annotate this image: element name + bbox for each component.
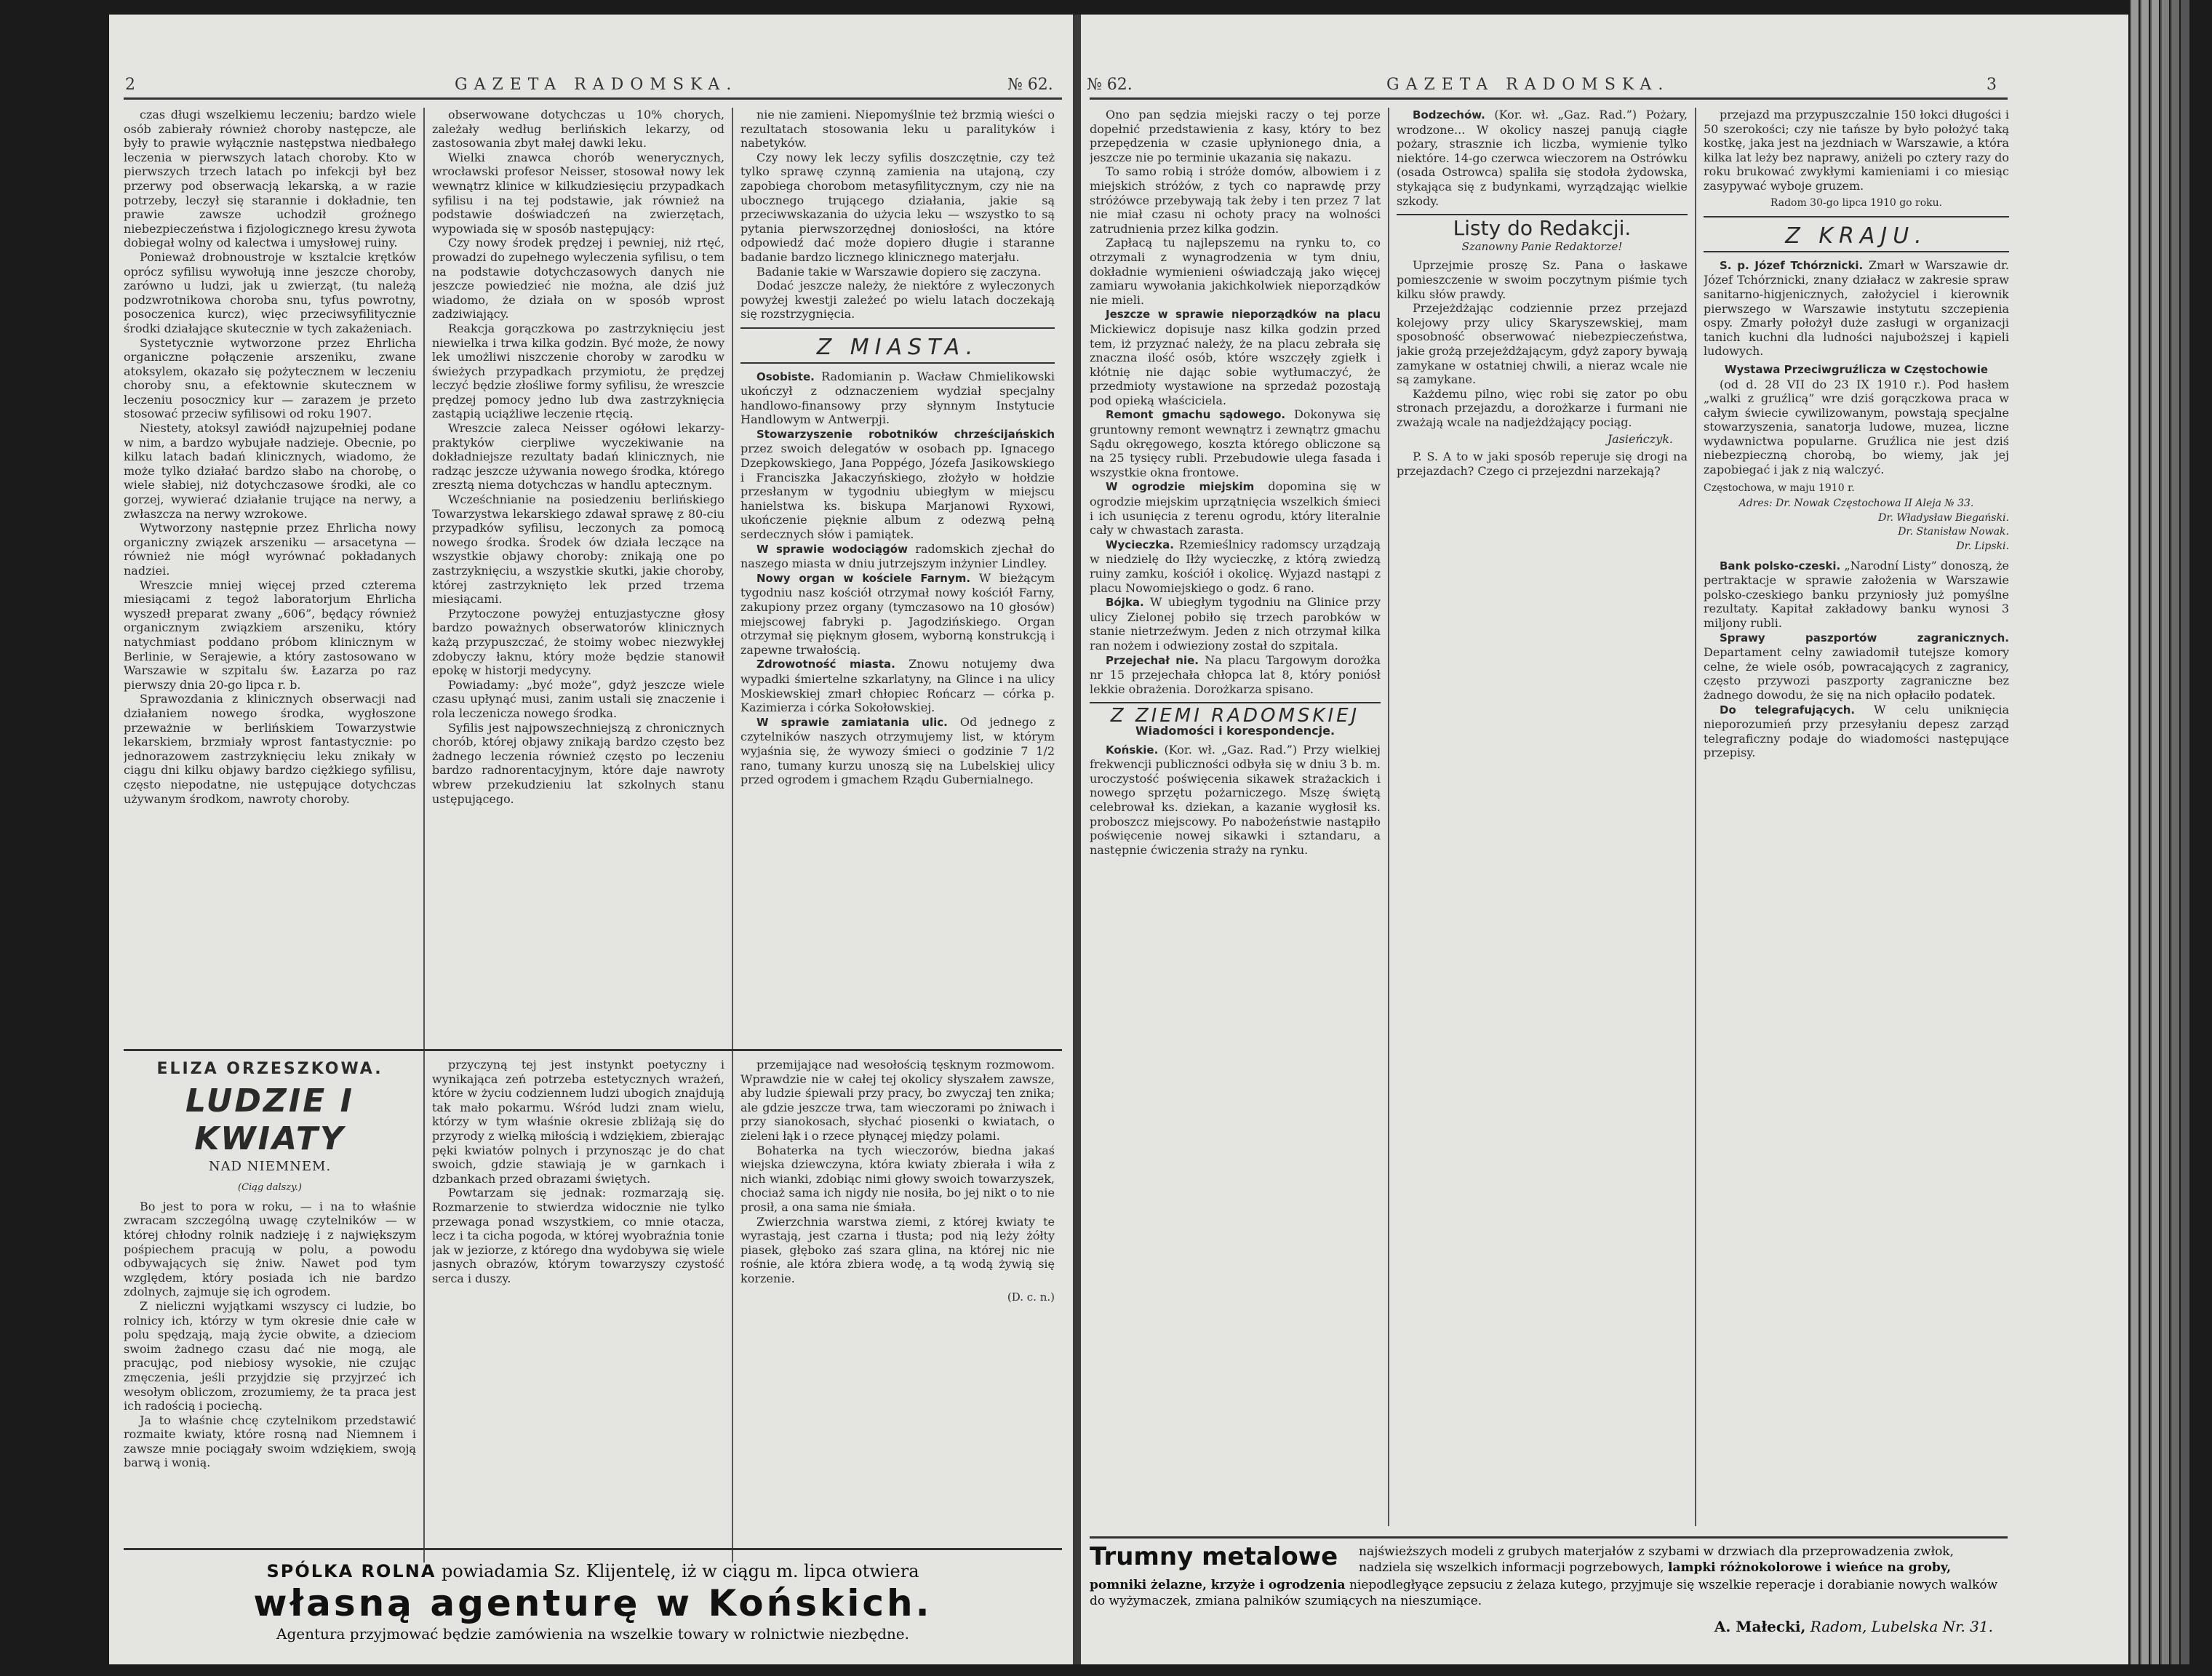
news-title: Nowy organ w kościele Farnym. xyxy=(756,571,971,585)
news-item xyxy=(1090,743,1381,858)
news-text: Mickiewicz dopisuje nasz kilka godzin przed tem, iż przyznać należy, że na placu zebrała się znaczna ilość osób, które wszczęły zgiełk i kłótnię nie dając sobie wytłumaczyć, że przedmioty wystawione na sprzedaż pozostają pod opieką właściciela. xyxy=(1090,322,1381,407)
advert-rule xyxy=(1090,1536,2008,1539)
article-paragraph: nie nie zamieni. Niepomyślnie też brzmią wieści o rezultatach stosowania leku u paralityków i nabetyków. xyxy=(740,108,1055,151)
column-right-3 xyxy=(1704,108,2009,1533)
news-title: W sprawie wodociągów xyxy=(756,542,908,556)
advert-bold-line: pomniki żelazne, krzyże i ogrodzenia xyxy=(1090,1578,1346,1592)
newspaper-page-right xyxy=(1081,15,2128,1664)
article-paragraph: Syfilis jest najpowszechniejszą z chronicznych chorób, której objawy znikają bardzo często bez żadnego leczenia również często po leczeniu bardzo radnorentacyjnym, które daje nawroty wbrew przekudzieniu lat szkolnych stanu ustępującego. xyxy=(432,720,724,806)
advert-rule xyxy=(124,1548,1062,1550)
letters-salutation: Szanowny Panie Redaktorze! xyxy=(1461,239,1623,253)
article-paragraph: obserwowane dotychczas u 10% chorych, zależały według berlińskich lekarzy, od zastosowania zbyt małej dawki leku. xyxy=(432,108,724,151)
news-text: Dokonywa się gruntowny remont wewnątrz i zewnątrz gmachu Sądu okręgowego, koszta którego obliczone są na 25 tysięcy rubli. Przebudowie ulega fasada i wszystkie okna frontowe. xyxy=(1090,407,1381,479)
section-rule xyxy=(1090,702,1381,703)
article-paragraph: Systetycznie wytworzone przez Ehrlicha organiczne połączenie arszeniku, zwane atoksylem, okazało się pożytecznem w leczeniu choroby snu, a efektownie skutecznem w leczeniu posocznicy kur — zarazem je przeto stosować przeciw syfilisowi od roku 1907. xyxy=(124,335,416,421)
running-header: GAZETA RADOMSKA. xyxy=(455,76,738,94)
advert-body xyxy=(1359,1544,2006,1576)
running-header: GAZETA RADOMSKA. xyxy=(1386,76,1670,94)
page-number: 3 xyxy=(1987,76,1997,94)
section-subtitle: Wiadomości i korespondencje. xyxy=(1135,723,1335,738)
article-paragraph: Przytoczone powyżej entuzjastyczne głosy bardzo poważnych obserwatorów klinicznych każą przypuszczać, że stoimy wobec niezwykłej zdobyczy łaknu, który może będzie stanowił epokę w historji medycyny. xyxy=(432,606,724,678)
feuilleton-continuation: (Ciąg dalszy.) xyxy=(238,1182,302,1194)
news-item xyxy=(1397,108,1688,208)
news-text: radomskich zjechał do naszego miasta w dniu jutrzejszym inżynier Lindley. xyxy=(740,541,1055,571)
news-title: Bank polsko-czeski. xyxy=(1720,559,1841,572)
letter-signature: Jasieńczyk. xyxy=(1607,432,1673,447)
advert-note: Agentura przyjmować będzie zamówienia na wszelkie towary w rolnictwie niezbędne. xyxy=(276,1625,909,1643)
news-item xyxy=(1090,479,1381,537)
letter-postscript: P. S. A to w jaki sposób reperuje się drogi na przejazdach? Czego ci przejezdni narzekają? xyxy=(1397,450,1688,478)
section-title-z-kraju: Z KRAJU. xyxy=(1785,223,1928,250)
news-item xyxy=(1704,559,2009,631)
letter-paragraph: Każdemu pilno, więc robi się zator po obu stronach przejazdu, a dorożkarze i furmani nie zważają wcale na nadjeżdżający pociąg. xyxy=(1397,386,1688,429)
news-item xyxy=(1090,595,1381,653)
header-rule xyxy=(124,97,1062,100)
column-divider xyxy=(1695,108,1696,1526)
news-item xyxy=(1090,307,1381,407)
advert-text: najświeższych modeli z grubych materjałów z szybami w drzwiach dla przeprowadzenia zwłok, nadziela się wszelkich informacji pogrzebowych, xyxy=(1359,1544,1955,1575)
article-paragraph: Powiadamy: „być może”, gdyż jeszcze wiele czasu upłynąć musi, zanim ustali się znaczenie i rola leczenicza nowego środka. xyxy=(432,677,724,720)
feuilleton-paragraph: Bo jest to pora w roku, — i na to właśnie zwracam szczególną uwagę czytelników — w której chłodny rolnik nadzieję i z największym pośpiechem pracują w polu, a powodu odbywających się żniw. Nawet pod tym względem, który posiada ich nie bardzo zdolnych, zajmuje się ich ogrodem. xyxy=(124,1199,416,1299)
letter-paragraph: Przejeżdżając codziennie przez przejazd kolejowy przy ulicy Skaryszewskiej, mam sposobność obserwować niebezpieczeństwa, jakie grożą przejeżdżającym, gdyż zapory bywają zamykane w ostatniej chwili, a nieraz wcale nie są zamykane. xyxy=(1397,301,1688,387)
news-title: Zdrowotność miasta. xyxy=(756,658,895,671)
news-text: W bieżącym tygodniu nasz kościół otrzymał nowy kościół Farny, zakupiony przez organy (tymczasowo na 10 głosów) miejscowej fabryki p. Jagodzińskiego. Organ otrzymał się pięknym głosem, wyborną konstrukcją i zapewne trwałością. xyxy=(740,570,1055,657)
article-paragraph: czas długi wszelkiemu leczeniu; bardzo wiele osób zabierały również choroby następcze, ale były to prawie wyłącznie następstwa niedbałego leczenia w pierwszych latach choroby. Kto w pierwszych trzech latach po infekcji był bez przerwy pod obserwacją lekarską, a w razie potrzeby, leczył się starannie i dokładnie, ten prawie zawsze uchodził groźnego niebezpieczeństwa i fizjologicznego kresu żywota dobiegał wolny od kalectwa i umysłowej ruiny. xyxy=(124,108,416,250)
section-title-z-miasta: Z MIASTA. xyxy=(816,334,979,360)
section-rule xyxy=(740,327,1055,329)
article-dateline: Częstochowa, w maju 1910 r. xyxy=(1704,482,1855,494)
news-heading: Wystawa Przeciwgruźlicza w Częstochowie xyxy=(1724,362,1989,376)
feuilleton-author: ELIZA ORZESZKOWA. xyxy=(156,1060,383,1078)
letters-section-title: Listy do Redakcji. xyxy=(1453,216,1632,241)
feuilleton-paragraph: przemijające nad wesołością tęsknym rozmowom. Wprawdzie nie w całej tej okolicy słyszałem zawsze, aby ludzie śpiewali przy pracy, bo zwyczaj ten znika; ale gdzie jeszcze trwa, tam wieczorami po żniwach i przy sianokosach, słychać piosenki o kwiatach, o zieleni łąk i o rzece płynącej między polami. xyxy=(740,1058,1055,1143)
page-stack-edge xyxy=(2160,0,2169,1664)
feuilleton-column-3 xyxy=(740,1058,1055,1544)
column-right-1 xyxy=(1090,108,1381,1039)
news-text: (Kor. wł. „Gaz. Rad.”) Pożary, wrodzone... W okolicy naszej panują ciągłe pożary, strasznie ich liczba, wymienie tylko niektóre. 14-go czerwca wieczorem na Ostrówku (osada Ostrowca) spaliła się stodoła żydowska, stykająca się z budynkami, wyrządzając wielkie szkody. xyxy=(1397,108,1688,208)
news-title: S. p. Józef Tchórznicki. xyxy=(1720,258,1864,272)
section-rule xyxy=(740,362,1055,364)
advertisement-trumny xyxy=(1090,1542,2008,1651)
news-title: Remont gmachu sądowego. xyxy=(1106,408,1286,422)
advert-bold-items: lampki różnokolorowe i wieńce na groby, xyxy=(1668,1560,1951,1575)
feuilleton-paragraph: przyczyną tej jest instynkt poetyczny i wynikająca zeń potrzeba estetycznych wrażeń, które w życiu codziennem ludzi ubogich znajdują tak mało pokarmu. Wśród ludzi znam wielu, którzy w tym właśnie okresie zbliżają się do przyrody z wielką miłością i wdziękiem, zbierając pęki kwiatów polnych i przynosząc je do chat swoich, gdzie stawiają je w garnkach i dzbankach przed obrazami świętych. xyxy=(432,1058,724,1186)
news-text: W celu uniknięcia nieporozumień przy przesyłaniu depesz zarząd telegraficzny podaje do wiadomości następujące przepisy. xyxy=(1704,702,2009,760)
signatory: Dr. Lipski. xyxy=(1956,540,2009,553)
news-title: Sprawy paszportów zagranicznych. xyxy=(1720,631,2009,645)
section-rule xyxy=(1704,251,2009,252)
news-title: Przejechał nie. xyxy=(1106,653,1199,667)
column-divider xyxy=(423,108,425,1563)
news-title: Końskie. xyxy=(1106,743,1159,757)
news-title: Bójka. xyxy=(1106,596,1144,610)
news-title: Bodzechów. xyxy=(1413,108,1485,121)
article-paragraph: To samo robią i stróże domów, albowiem i z miejskich stróżów, z tych co naprawdę przy stróżówce przebywają tak żeby i ten przez 7 lat nie miał czasu ni ochoty pracy na wolności zatrudnienia przez kilka godzin. xyxy=(1090,164,1381,236)
article-paragraph: Dodać jeszcze należy, że niektóre z wyleczonych powyżej kwestji zależeć po wielu latach doczekają się rozstrzygnięcia. xyxy=(740,279,1055,322)
feuilleton-paragraph: Ja to właśnie chcę czytelnikom przedstawić rozmaite kwiaty, które rosną nad Niemnem i zawsze mnie pociągały swoim wdziękiem, swoją barwą i wonią. xyxy=(124,1413,416,1470)
feuilleton-title: LUDZIE I KWIATY xyxy=(185,1082,354,1157)
feuilleton-column-2 xyxy=(432,1058,724,1544)
news-text: „Narodní Listy” donoszą, że pertraktacje w sprawie założenia w Warszawie polsko-czeskiego banku przyniosły już pomyślne rezultaty. Kapitał zakładowy banku wynosi 3 miljony rubli. xyxy=(1704,558,2009,630)
letter-paragraph: Uprzejmie proszę Sz. Pana o łaskawe pomieszczenie w swoim poczytnym piśmie tych kilku słów prawdy. xyxy=(1397,258,1688,301)
advert-intro: powiadamia Sz. Klijentelę, iż w ciągu m. lipca otwiera xyxy=(442,1561,919,1581)
news-item xyxy=(1090,407,1381,479)
advert-company: SPÓLKA ROLNA xyxy=(266,1561,436,1581)
section-rule xyxy=(1704,216,2009,218)
feuilleton-signature: (D. c. n.) xyxy=(1007,1290,1055,1304)
header-rule xyxy=(1090,97,2008,100)
advertisement-spolka-rolna xyxy=(124,1555,1062,1643)
advert-text: niepodległyące zepsuciu z żelaza kutego, przyjmuje się wszelkie reperacje i dorabianie nowych walków do wyżymaczek, zmiana palników szumiących na nieszumiące. xyxy=(1090,1578,1998,1608)
news-item xyxy=(740,542,1055,571)
news-title: Osobiste. xyxy=(756,370,815,383)
address-line: Adres: Dr. Nowak Częstochowa II Aleja № 33. xyxy=(1738,498,1974,510)
news-item xyxy=(740,427,1055,542)
issue-number: № 62. xyxy=(1007,76,1053,94)
section-rule xyxy=(1397,214,1688,215)
news-item xyxy=(740,657,1055,714)
news-text: W ubiegłym tygodniu na Glinice przy ulicy Zielonej pobiło się trzech parobków w stanie nietrzeźwym. Jeden z nich otrzymał kilka ran nożem i odwieziony został do szpitala. xyxy=(1090,595,1381,653)
article-paragraph: Sprawozdania z klinicznych obserwacji nad działaniem nowego środka, wygłoszone przeważnie w berlińskiem Towarzystwie lekarskiem, brzmiały wprost fantastycznie: po jednorazowem zastrzyknięciu leku znikały w ciągu dni kilku objawy bardzo ciężkiego syfilisu, często niepodatne, nie ustępujące dotychczas używanym środkom, nawroty choroby. xyxy=(124,692,416,806)
news-item xyxy=(740,370,1055,427)
article-paragraph: Ponieważ drobnoustroje w ksztalcie krętków oprócz syfilisu wywołują inne jeszcze choroby, zarówno u ludzi, jak u zwierząt, (tu należą podzwrotnikowa choroba snu, tyfus powrotny, posoczenica kurcz), więc przeciwsyfilitycznie środki działające skutecznie w tych zakażeniach. xyxy=(124,250,416,335)
article-paragraph: Wreszcie zaleca Neisser ogółowi lekarzy-praktyków cierpliwe wyczekiwanie na dokładniejsze rezultaty badań klinicznych, nie radząc jeszcze używania nowego środka, którego zresztą niema dotychczas w handlu aptecznym. xyxy=(432,421,724,492)
news-title: Jeszcze w sprawie nieporządków na placu xyxy=(1106,308,1381,322)
news-text: przez swoich delegatów w osobach pp. Ignacego Dzepkowskiego, Jana Poppégo, Józefa Jasikowskiego i Franciszka Jakaczyńskiego, złożyło w hołdzie przesłanym w tygodniu ubiegłym w miejscu hanielstwa ks. biskupa Marjanowi Ryxowi, ukończenie pięknie album z odezwą pełną serdecznych słów i pamiątek. xyxy=(740,442,1055,542)
news-text: (Kor. wł. „Gaz. Rad.”) Przy wielkiej frekwencji publiczności odbyła się w dniu 3 b. m. uroczystość poświęcenia sikawek strażackich i nowego sprzętu pożarniczego. Mszę świętą celebrował ks. dziekan, a kazanie wygłosił ks. proboszcz miejscowy. Po nabożeństwie nastąpiło poświęcenie nowej sikawki i sztandaru, a następnie ćwiczenia straży na rynku. xyxy=(1090,742,1381,857)
news-title: Stowarzyszenie robotników chrześcijańskich xyxy=(756,427,1055,441)
column-divider xyxy=(1388,108,1389,1526)
news-text: Departament celny zawiadomił tutejsze komory celne, że wiele osób, powracających z zagranicy, często przywozi paszporty zagraniczne bez żadnego dowodu, że się na nich opłaciło podatek. xyxy=(1704,645,2009,702)
news-title: W sprawie zamiatania ulic. xyxy=(756,715,948,729)
feuilleton-paragraph: Z nieliczni wyjątkami wszyscy ci ludzie, bo rolnicy ich, którzy w tym okresie dnie całe w polu spędzają, mają życie obwite, a dzieciom swoim żadnego czasu dać nie mogą, ale pracując, pod niebiosy wysokie, nie czując zmęczenia, jeśli przyjdzie się przyjrzeć ich wesołym obliczom, zrozumiemy, że ta praca jest ich radością i pociechą. xyxy=(124,1298,416,1413)
feuilleton-paragraph: Zwierzchnia warstwa ziemi, z której kwiaty te wyrastają, jest czarna i tłusta; pod nią leży żółty piasek, głęboko zaś szara glina, na której nic nie rośnie, ale która zbiera wodę, a tą wodą żywią się korzenie. xyxy=(740,1214,1055,1285)
newspaper-page-left xyxy=(109,15,1073,1664)
article-paragraph: Ono pan sędzia miejski raczy o tej porze dopełnić przedstawienia z kasy, który to bez przepędzenia w czasie upłynionego dnia, a jeszcze nie po terminie ukazania się nakazu. xyxy=(1090,108,1381,164)
news-text: Od jednego z czytelników naszych otrzymujemy list, w którym wyjaśnia się, że wywozy śmieci o godzinie 7 1/2 rano, tumany kurzu unoszą się na Lubelskiej ulicy przed ogrodem i gmachem Rządu Gubernialnego. xyxy=(740,714,1055,787)
page-stack-edge xyxy=(2150,0,2159,1664)
article-paragraph: Wytworzony następnie przez Ehrlicha nowy organiczny związek arszeniku — arsacetyna — również nie mógł wyrównać pokładanych nadziei. xyxy=(124,521,416,578)
article-dateline: Radom 30-go lipca 1910 go roku. xyxy=(1770,196,1943,209)
advert-signature xyxy=(1714,1618,1993,1635)
news-item xyxy=(1704,631,2009,703)
issue-number: № 62. xyxy=(1087,76,1133,94)
column-divider xyxy=(732,108,733,1563)
feuilleton-rule xyxy=(124,1049,1062,1051)
page-number: 2 xyxy=(125,76,135,94)
article-paragraph: Wcześchnianie na posiedzeniu berlińskiego Towarzystwa lekarskiego zdawał sprawę z 80-ciu przypadków syfilisu, leczonych za pomocą nowego środka. Środek ów działa leczące na wszystkie objawy choroby: znikają one po zastrzyknięciu, a wszystkie skutki, jakie choroby, której zastrzyknięto lek przed trzema miesiącami. xyxy=(432,492,724,607)
article-paragraph: przejazd ma przypuszczalnie 150 łokci długości i 50 szerokości; czy nie tańsze by było położyć taką kostkę, jaka jest na jezdniach w Warszawie, a która kilka lat leży bez naprawy, aniżeli po cztery razy do roku brukować zwykłymi kamieniami i co miesiąc zasypywać wyboje gruzem. xyxy=(1704,108,2009,193)
signatory: Dr. Stanisław Nowak. xyxy=(1898,526,2009,538)
article-paragraph: Czy nowy lek leczy syfilis doszczętnie, czy też tylko sprawę czynną zamienia na utajoną, czy zapobiega chorobom metasyfilitycznym, czy nie na ubocznego trującego działania, jakie są przeciwwskazania do użycia leku — wszystko to są pytania pierwszorzędnej doniosłości, na które odpowiedź dać może dopiero długie i staranne badanie bardzo licznego klinicznego materjału. xyxy=(740,150,1055,264)
advert-signature-address: Radom, Lubelska Nr. 31. xyxy=(1810,1618,1993,1635)
news-item xyxy=(1090,538,1381,595)
article-paragraph: Reakcja gorączkowa po zastrzyknięciu jest niewielka i trwa kilka godzin. Być może, że nowy lek umożliwi niszczenie choroby w zarodku w świeżych przypadkach przymiotu, że prędzej leczyć będzie złośliwe formy syfilisu, że wreszcie prędzej pomocy jedno lub dwa zastrzyknięcia zastąpią uciążliwe leczenie rtęcią. xyxy=(432,321,724,421)
feuilleton-paragraph: Bohaterka na tych wieczorów, biedna jakaś wiejska dziewczyna, która kwiaty zbierała i wiła z nich wianki, zdobiąc nimi głowy swoich towarzyszek, chociaż sama ich nigdy nie nosiła, bo jej nikt o to nie prosił, a ona sama nie śmiała. xyxy=(740,1143,1055,1214)
page-stack-edge xyxy=(2171,0,2179,1664)
column-left-1 xyxy=(124,108,416,1039)
page-stack-edge xyxy=(2140,0,2149,1664)
page-stack-edge xyxy=(2130,0,2139,1664)
column-right-2 xyxy=(1397,108,1688,1533)
book-gutter xyxy=(1073,15,1081,1664)
feuilleton-subtitle: NAD NIEMNEM. xyxy=(208,1158,332,1174)
article-paragraph: Wielki znawca chorób wenerycznych, wrocławski profesor Neisser, stosował nowy lek wewnątrz klinice w kilkudziesięciu przypadkach syfilisu i na tej podstawie, jak również na podstawie doświadczeń na zwierzętach, wypowiada się w sposób następujący: xyxy=(432,150,724,236)
signatory: Dr. Władysław Biegański. xyxy=(1878,511,2009,524)
advert-headline: Trumny metalowe xyxy=(1090,1542,1338,1571)
news-item xyxy=(740,715,1055,787)
news-item xyxy=(1704,258,2009,359)
article-paragraph: Wreszcie mniej więcej przed czterema miesiącami z tegoż laboratorjum Ehrlicha wyszedł preparat zwany „606”, będący również organicznym związkiem arszeniku, który natychmiast poddano próbom klinicznym w Berlinie, w Serajewie, a który zastosowano w Warszawie w szpitalu św. Łazarza po raz pierwszy dnia 20-go lipca r. b. xyxy=(124,578,416,692)
advert-body-2 xyxy=(1090,1577,2006,1609)
feuilleton-column-1 xyxy=(124,1058,416,1544)
article-paragraph: Zapłacą tu najlepszemu na rynku to, co otrzymali z wynagrodzenia w tym dniu, dokładnie wymienieni oświadczają jako więcej zamiaru wywołania jakichkolwiek nieporządków nie mieli. xyxy=(1090,236,1381,307)
column-left-2 xyxy=(432,108,724,1039)
news-item xyxy=(1704,703,2009,760)
section-title-z-ziemi: Z ZIEMI RADOMSKIEJ xyxy=(1110,705,1360,727)
news-text: (od d. 28 VII do 23 IX 1910 r.). Pod hasłem „walki z gruźlicą” wre dziś gorączkowa praca w całym świecie cywilizowanym, powstają specjalne stowarzyszenia, sanatorja ludowe, muzea, liczne wydawnictwa popularne. Gruźlica nie jest dziś niebezpieczną chorobą, bo wiemy, jak jej zapobiegać i jak z nią walczyć. xyxy=(1704,377,2009,477)
advert-headline: własną agenturę w Końskich. xyxy=(253,1582,933,1624)
article-paragraph: Niestety, atoksyl zawiódł najzupełniej podane w nim, a bardzo wybujałe nadzieje. Obecnie, po kilku latach badań klinicznych, wiadomo, że może tylko działać bardzo słabo na chorobę, o wiele słabiej, niż dotychczasowe środki, ale co gorzej, wywierać działanie trujące na nerwy, a zwłaszcza na nerwy wzrokowe. xyxy=(124,421,416,521)
advert-signature-name: A. Małecki, xyxy=(1714,1618,1806,1635)
column-left-3 xyxy=(740,108,1055,1046)
news-text: Znowu notujemy dwa wypadki śmiertelne szkarlatyny, na Glince i na ulicy Moskiewskiej zmarł chłopiec Rońcarz — córka p. Kazimierza i córka Sokołowskiej. xyxy=(740,657,1055,715)
news-item xyxy=(1090,653,1381,697)
news-text: Radomianin p. Wacław Chmielikowski ukończył z odznaczeniem wydział specjalny handlowo-finansowy przy słynnym Instytucie Handlowym w Antwerpji. xyxy=(740,369,1055,427)
news-title: Do telegrafujących. xyxy=(1720,703,1856,717)
article-paragraph: Czy nowy środek prędzej i pewniej, niż rtęć, prowadzi do zupełnego wyleczenia syfilisu, o tem na podstawie dotychczasowych danych nie jeszcze powiedzieć nie można, ale dziś już wiadomo, że działa on w sposób wprost zadziwiający. xyxy=(432,236,724,322)
article-paragraph: Badanie takie w Warszawie dopiero się zaczyna. xyxy=(756,264,1042,279)
page-stack-edge xyxy=(2181,0,2189,1664)
news-text: dopomina się w ogrodzie miejskim uprzątnięcia wszelkich śmieci i ich usunięcia z terenu ogrodu, który literalnie cały w chwastach zarasta. xyxy=(1090,479,1381,538)
news-text: Na placu Targowym dorożka nr 15 przejechała chłopca lat 8, który poniósł lekkie obrażenia. Dorożkarza spisano. xyxy=(1090,653,1381,696)
news-text: Zmarł w Warszawie dr. Józef Tchórznicki, znany działacz w zakresie spraw sanitarno-higjenicznych, założyciel i kierownik pierwszego w Warszawie instytutu szczepienia ospy. Zmarły położył duże zasługi w organizacji tanich kuchni dla ludności najuboższej i kąpieli ludowych. xyxy=(1704,258,2009,359)
feuilleton-paragraph: Powtarzam się jednak: rozmarzają się. Rozmarzenie to stwierdza widocznie nie tylko przewaga ponad wszystkiem, co mnie otacza, lecz i ta cicha pogoda, w której wyobraźnia tonie jak w jeziorze, z którego dna wydobywa się wiele jasnych obrazów, którym towarzyszy czystość serca i duszy. xyxy=(432,1186,724,1285)
news-title: W ogrodzie miejskim xyxy=(1106,480,1255,494)
news-item xyxy=(740,571,1055,658)
news-title: Wycieczka. xyxy=(1106,538,1174,551)
news-text: Rzemieślnicy radomscy urządzają w niedzielę do Iłży wycieczkę, z którą zwiedzą ruiny zamku, kościół i okolicę. Wyjazd nastąpi z placu Nowomiejskiego o godz. 6 rano. xyxy=(1090,537,1381,595)
